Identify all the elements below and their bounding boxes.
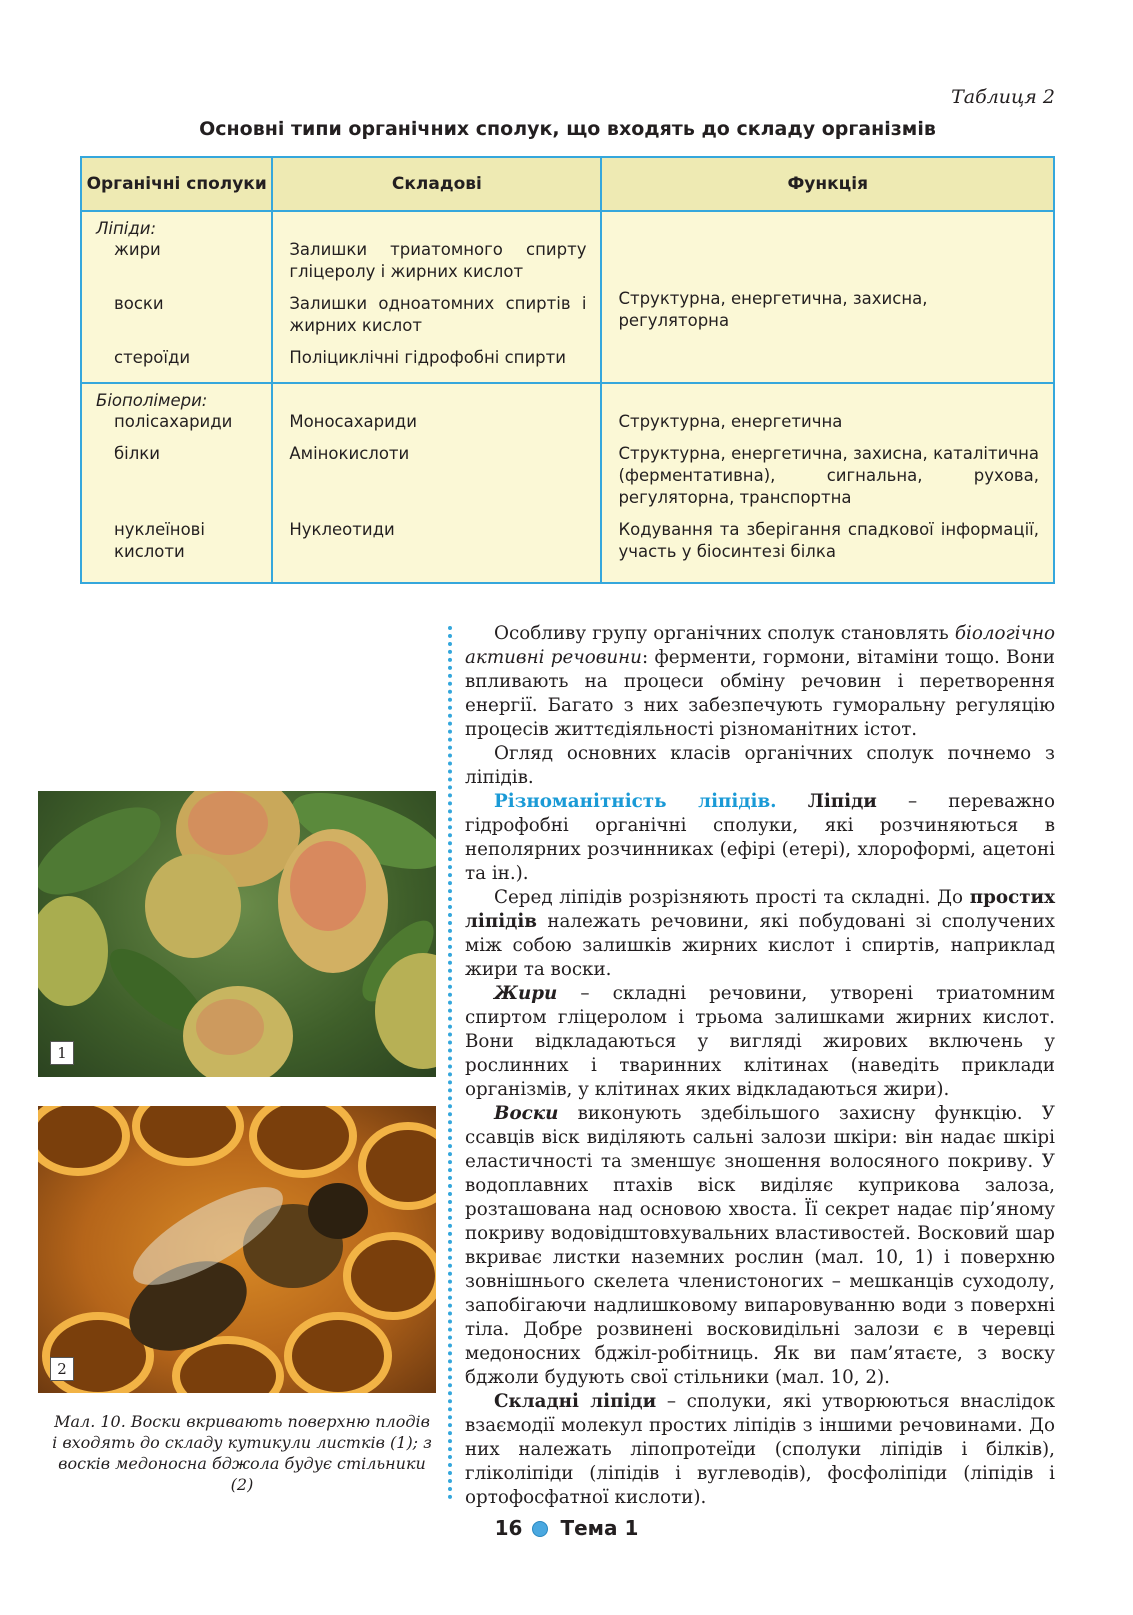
text-run: : ферменти, гормони, вітаміни тощо. Вони впливають на процеси обміну речовин і перетворення енергії. Багато з них забезпечують гуморальну регуляцію процесів життєдіяльності різноманітних істот. bbox=[465, 647, 1055, 740]
lipid-component: Поліциклічні гідрофобні спирти bbox=[289, 348, 566, 367]
paragraph bbox=[465, 982, 1055, 1102]
text-emphasis: біологічно активні речовини bbox=[465, 623, 1055, 668]
biopolymer-item: нуклеїнові кислоти bbox=[114, 520, 205, 561]
section-rubric: Різноманітність ліпідів. bbox=[494, 791, 777, 812]
bullet-dot-icon bbox=[532, 1521, 548, 1537]
topic-label: Тема 1 bbox=[560, 1516, 639, 1540]
dotted-divider bbox=[448, 626, 452, 1500]
text-run: Серед ліпідів розрізняють прості та складні. До bbox=[494, 887, 970, 908]
biopolymers-group-label: Біополімери: bbox=[96, 391, 208, 410]
body-text bbox=[465, 622, 1055, 1510]
text-bold: Складні ліпіди bbox=[494, 1391, 657, 1412]
pears-photo bbox=[38, 791, 436, 1077]
page-number: 16 bbox=[494, 1516, 523, 1540]
text-run: – переважно гідрофобні органічні сполуки, які розчиняються в неполярних розчинниках (ефірі (етері), хлороформі, ацетоні та ін.). bbox=[465, 791, 1055, 884]
lipid-component: Залишки одноатомних спиртів і жирних кислот bbox=[289, 294, 587, 335]
biopolymer-item: полісахариди bbox=[114, 412, 233, 431]
biopolymer-function: Кодування та зберігання спадкової інформації, участь у біосинтезі білка bbox=[618, 520, 1039, 561]
photo-number: 1 bbox=[50, 1041, 74, 1065]
paragraph bbox=[465, 790, 1055, 886]
bee-illustration bbox=[38, 1106, 436, 1393]
biopolymer-function: Структурна, енергетична bbox=[618, 412, 843, 431]
biopolymer-item: білки bbox=[114, 444, 160, 463]
biopolymers-function-cell bbox=[601, 383, 1054, 583]
lipid-component: Залишки триатомного спирту гліцеролу і жирних кислот bbox=[289, 240, 587, 281]
text-run: – сполуки, які утворюються внаслідок взаємодії молекул простих ліпідів з іншими речовинами. До них належать ліпопротеїди (сполуки ліпідів і білків), гліколіпіди (ліпідів і вуглеводів), фосфоліпіди (ліпідів і ортофосфатної кислоти). bbox=[465, 1391, 1056, 1508]
lipids-components-cell bbox=[272, 211, 601, 383]
text-run: належать речовини, які побудовані зі сполучених між собою залишків жирних кислот і спиртів, наприклад жири та воски. bbox=[465, 911, 1055, 980]
paragraph bbox=[465, 622, 1055, 742]
text-run: – складні речовини, утворені триатомним спиртом гліцеролом і трьома залишками жирних кислот. Вони відкладаються у вигляді жирових включень у рослинних і тваринних клітинах (наведіть приклади організмів, у клітинах яких відкладаються жири). bbox=[465, 983, 1055, 1100]
text-bold: Воски bbox=[494, 1103, 559, 1124]
text-run: Особливу групу органічних сполук становлять bbox=[494, 623, 955, 644]
text-bold: простих ліпідів bbox=[465, 887, 1055, 932]
lipid-item: стероїди bbox=[114, 348, 191, 367]
biopolymers-names-cell bbox=[81, 383, 272, 583]
biopolymer-component: Нуклеотиди bbox=[289, 520, 395, 539]
table-header-row bbox=[81, 157, 1054, 211]
lipids-function-cell bbox=[601, 211, 1054, 383]
lipids-names-cell bbox=[81, 211, 272, 383]
table-title: Основні типи органічних сполук, що входять до складу організмів bbox=[199, 118, 936, 140]
text-bold: Ліпіди bbox=[807, 791, 877, 812]
paragraph: Огляд основних класів органічних сполук почнемо з ліпідів. bbox=[465, 743, 1055, 788]
photo-number: 2 bbox=[50, 1357, 74, 1381]
page-footer bbox=[0, 1516, 1133, 1540]
lipids-group-label: Ліпіди: bbox=[96, 219, 157, 238]
lipids-function: Структурна, енергетична, захисна, регуляторна bbox=[618, 289, 928, 330]
biopolymer-component: Амінокислоти bbox=[289, 444, 410, 463]
biopolymer-function: Структурна, енергетична, захисна, каталітична (ферментативна), сигнальна, рухова, регуляторна, транспортна bbox=[618, 444, 1039, 507]
header-function: Функція bbox=[601, 157, 1054, 211]
lipid-item: жири bbox=[114, 240, 161, 259]
table-label: Таблиця 2 bbox=[951, 86, 1055, 108]
biopolymers-components-cell bbox=[272, 383, 601, 583]
paragraph bbox=[465, 1390, 1055, 1510]
figure-caption: Мал. 10. Воски вкривають поверхню плодів і входять до складу кутикули листків (1); з восків медоносна бджола будує стільники (2) bbox=[52, 1412, 432, 1494]
header-components: Складові bbox=[272, 157, 601, 211]
table-row-lipids bbox=[81, 211, 1054, 383]
compounds-table bbox=[80, 156, 1055, 584]
header-compounds: Органічні сполуки bbox=[81, 157, 272, 211]
text-run: виконують здебільшого захисну функцію. У ссавців віск виділяють сальні залози шкіри: він надає шкірі еластичності та зменшує зношення волосяного покриву. У водоплавних птахів віск виділяє куприкова залоза, розташована над основою хвоста. Її секрет надає пір’яному покриву водовідштовхувальних властивостей. Восковий шар вкриває листки наземних рослин (мал. 10, 1) і поверхню зовнішнього скелета членистоногих – мешканців суходолу, запобігаючи надлишковому випаровуванню води з поверхні тіла. Добре розвинені восковидільні залози є в черевці медоносних бджіл-робітниць. Як ви пам’ятаєте, з воску бджоли будують свої стільники (мал. 10, 2). bbox=[465, 1103, 1055, 1388]
paragraph bbox=[465, 886, 1055, 982]
paragraph bbox=[465, 1102, 1055, 1390]
pears-illustration bbox=[38, 791, 436, 1077]
table-row-biopolymers bbox=[81, 383, 1054, 583]
lipid-item: воски bbox=[114, 294, 164, 313]
biopolymer-component: Моносахариди bbox=[289, 412, 417, 431]
text-bold: Жири bbox=[494, 983, 558, 1004]
bee-honeycomb-photo bbox=[38, 1106, 436, 1393]
